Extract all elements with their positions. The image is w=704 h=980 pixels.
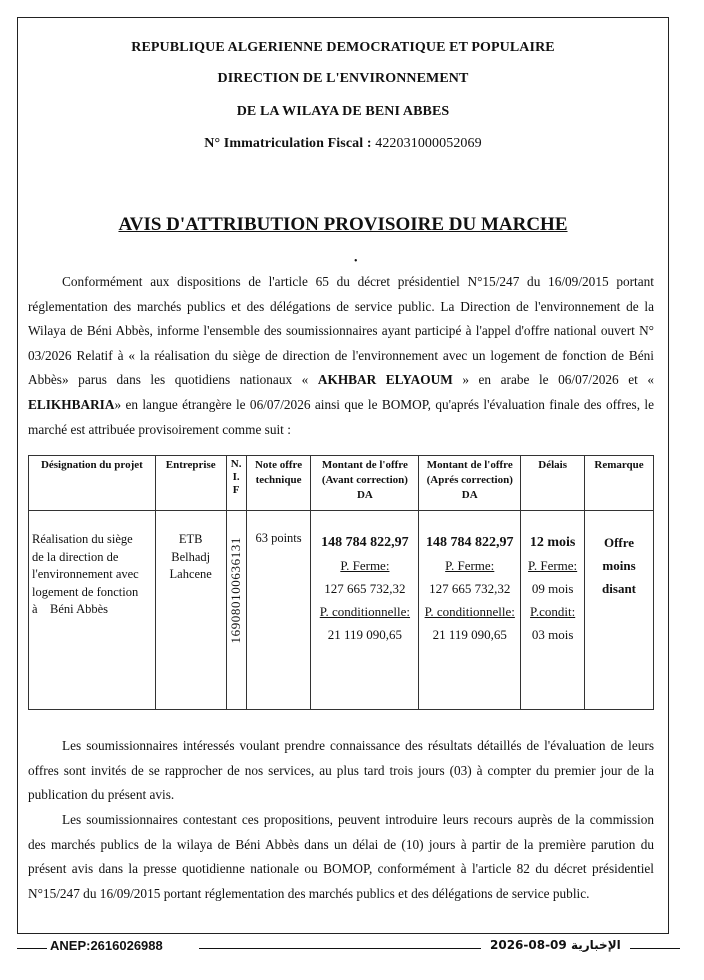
apres-total: 148 784 822,97 — [425, 535, 514, 550]
apres-cond-label: P. conditionnelle: — [424, 604, 515, 619]
delai-ferme-value: 09 mois — [531, 581, 574, 596]
notice-frame — [17, 17, 669, 934]
entreprise-line: ETB — [178, 532, 203, 546]
intro-paragraph — [28, 270, 654, 442]
designation-line: logement de fonction — [32, 584, 139, 599]
col-header-entreprise: Entreprise — [155, 456, 226, 511]
remarque-line: moins — [602, 558, 636, 573]
col-header-montant-avant — [311, 456, 419, 511]
avant-h3: DA — [356, 489, 373, 501]
avant-cond-label: P. conditionnelle: — [319, 604, 411, 619]
fiscal-label: N° Immatriculation Fiscal : — [204, 136, 372, 151]
footer-rule-left — [17, 948, 47, 949]
header-wilaya: DE LA WILAYA DE BENI ABBES — [236, 104, 450, 119]
newspaper-arabic: AKHBAR ELYAOUM — [317, 372, 453, 388]
table-header-row — [29, 456, 654, 511]
closing-paragraph-2: Les soumissionnaires contestant ces propositions, peuvent introduire leurs recours auprès de la commission des marchés publics de la wilaya de Béni Abbès dans un délai de (10) jours à partir de la première parution du présent avis dans la presse quotidienne nationale ou BOMOP, conformément à l'article 82 du décret présidentiel N°15/247 du 16/09/2015 portant réglementation des marchés publics et des délégations de service public. — [28, 812, 654, 901]
nif-value: 169080100636131 — [228, 537, 244, 644]
col-header-designation: Désignation du projet — [29, 456, 156, 511]
newspaper-foreign: ELIKHBARIA — [28, 396, 115, 412]
anep-reference: ANEP:2616026988 — [50, 938, 163, 953]
entreprise-line: Belhadj — [171, 549, 211, 564]
cell-nif — [226, 511, 246, 710]
avant-cond-value: 21 119 090,65 — [327, 627, 403, 642]
col-header-nif — [226, 456, 246, 511]
cell-montant-apres — [419, 511, 521, 710]
apres-ferme-value: 127 665 732,32 — [429, 581, 511, 596]
table-row — [29, 511, 654, 710]
designation-line: à Béni Abbès — [32, 602, 109, 616]
remarque-line: Offre — [603, 535, 635, 550]
header-fiscal — [18, 136, 668, 152]
cell-entreprise — [155, 511, 226, 710]
avant-ferme-label: P. Ferme: — [340, 558, 390, 573]
col-header-remarque: Remarque — [585, 456, 654, 511]
designation-line: l'environnement avec — [32, 567, 139, 581]
apres-ferme-label: P. Ferme: — [445, 558, 495, 573]
col-header-note: Note offre technique — [246, 456, 311, 511]
footer-bar — [0, 937, 704, 967]
apres-h3: DA — [461, 489, 478, 501]
header-direction: DIRECTION DE L'ENVIRONNEMENT — [217, 71, 469, 86]
remarque-line: disant — [602, 581, 637, 596]
publication-date: 2026-08-09 — [490, 938, 567, 952]
header-republic: REPUBLIQUE ALGERIENNE DEMOCRATIQUE ET POPULAIRE — [131, 40, 555, 55]
intro-text-3: » en langue étrangère le 06/07/2026 ainsi que le BOMOP, qu'aprés l'évaluation finale des offres, le marché est attribuée provisoirement comme suit : — [28, 396, 654, 437]
nif-h1: N. — [230, 458, 242, 470]
footer-rule-right — [630, 948, 680, 949]
avant-h1: Montant de l'offre — [321, 459, 408, 471]
designation-line: Réalisation du siège — [32, 532, 133, 546]
avant-total: 148 784 822,97 — [321, 535, 409, 550]
avant-h2: (Avant correction) — [321, 474, 408, 486]
closing-paragraph-1: Les soumissionnaires intéressés voulant prendre connaissance des résultats détaillés de l'évaluation de leurs offres sont invités de se rapprocher de nos services, au plus tard trois jours (03) à compter du premier jour de la publication du présent avis. — [28, 738, 654, 803]
col-header-delais: Délais — [521, 456, 585, 511]
notice-title: AVIS D'ATTRIBUTION PROVISOIRE DU MARCHE — [118, 214, 568, 235]
avant-ferme-value: 127 665 732,32 — [324, 581, 406, 596]
apres-cond-value: 21 119 090,65 — [432, 627, 507, 642]
delai-total: 12 mois — [529, 535, 576, 550]
apres-h2: (Aprés correction) — [426, 474, 513, 486]
delai-ferme-label: P. Ferme: — [528, 558, 578, 573]
fiscal-value: 422031000052069 — [375, 136, 482, 151]
cell-designation — [29, 511, 156, 710]
col-header-montant-apres — [419, 456, 521, 511]
attribution-table — [28, 455, 654, 710]
newspaper-name: الإخبارية — [570, 938, 621, 952]
nif-h2: I. — [232, 471, 240, 483]
designation-line: de la direction de — [32, 549, 119, 564]
publication-info — [490, 938, 621, 952]
cell-montant-avant — [311, 511, 419, 710]
delai-cond-value: 03 mois — [531, 627, 574, 642]
cell-remarque — [585, 511, 654, 710]
nif-h3: F — [232, 484, 240, 496]
decorative-dot: • — [354, 256, 358, 267]
cell-delais — [521, 511, 585, 710]
delai-cond-label: P.condit: — [530, 604, 576, 619]
apres-h1: Montant de l'offre — [426, 459, 513, 471]
intro-text-1: Conformément aux dispositions de l'article 65 du décret présidentiel N°15/247 du 16/09/2015 portant réglementation des marchés publics et des délégations de service public. La Direction de l'environnement de la Wilaya de Béni Abbès, informe l'ensemble des soumissionnaires ayant participé à l'appel d'offre national ouvert N° 03/2026 Relatif à « la réalisation du siège de direction de l'environnement avec un logement de fonction de Béni Abbès» parus dans les quotidiens nationaux « — [28, 274, 654, 388]
footer-rule-middle — [199, 948, 481, 949]
cell-note: 63 points — [246, 511, 311, 710]
intro-text-2: » en arabe le 06/07/2026 et « — [462, 372, 654, 388]
entreprise-line: Lahcene — [169, 567, 212, 581]
